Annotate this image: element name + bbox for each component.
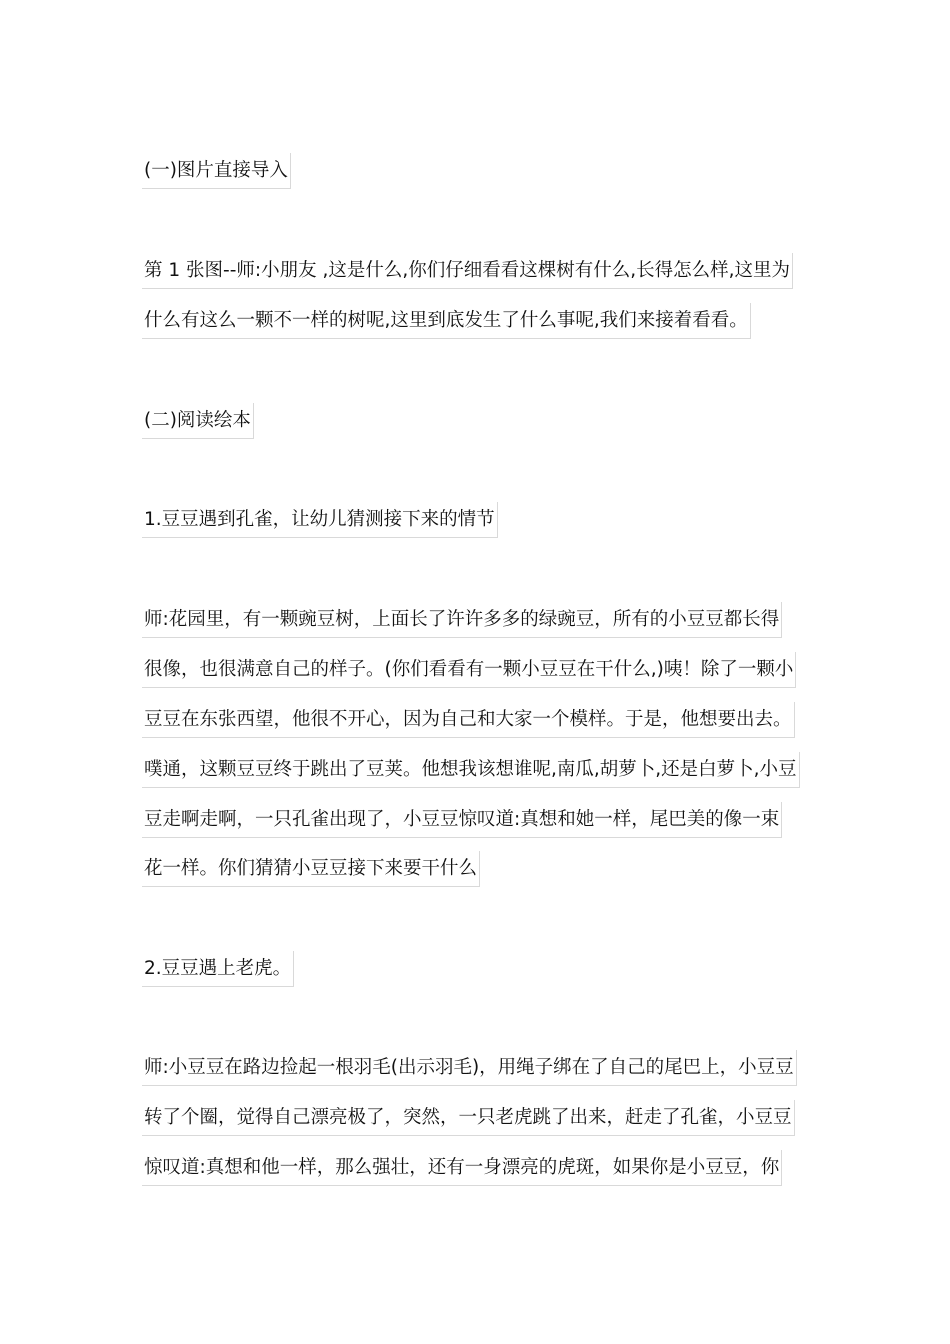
paragraph-line: 噗通，这颗豆豆终于跳出了豆荚。他想我该想谁呢,南瓜,胡萝卜,还是白萝卜,小豆: [142, 752, 800, 788]
section-heading-reading: (二)阅读绘本: [142, 403, 254, 439]
section-heading-picture-intro: (一)图片直接导入: [142, 153, 291, 189]
paragraph-line: 花一样。你们猜猜小豆豆接下来要干什么: [142, 851, 480, 887]
paragraph-line: 第 1 张图--师:小朋友 ,这是什么,你们仔细看看这棵树有什么,长得怎么样,这里为: [142, 253, 793, 289]
subheading-tiger: 2.豆豆遇上老虎。: [142, 951, 294, 987]
paragraph-line: 豆走啊走啊，一只孔雀出现了，小豆豆惊叹道:真想和她一样，尾巴美的像一束: [142, 802, 782, 838]
subheading-peacock: 1.豆豆遇到孔雀，让幼儿猜测接下来的情节: [142, 502, 498, 538]
paragraph-line: 师:花园里，有一颗豌豆树，上面长了许许多多的绿豌豆，所有的小豆豆都长得: [142, 602, 782, 638]
paragraph-line: 师:小豆豆在路边捡起一根羽毛(出示羽毛)，用绳子绑在了自己的尾巴上，小豆豆: [142, 1050, 797, 1086]
paragraph-line: 豆豆在东张西望，他很不开心，因为自己和大家一个模样。于是，他想要出去。: [142, 702, 795, 738]
paragraph-line: 转了个圈，觉得自己漂亮极了，突然，一只老虎跳了出来，赶走了孔雀，小豆豆: [142, 1100, 795, 1136]
paragraph-line: 惊叹道:真想和他一样，那么强壮，还有一身漂亮的虎斑，如果你是小豆豆，你: [142, 1150, 782, 1186]
paragraph-line: 很像，也很满意自己的样子。(你们看看有一颗小豆豆在干什么,)咦！除了一颗小: [142, 652, 796, 688]
paragraph-line: 什么有这么一颗不一样的树呢,这里到底发生了什么事呢,我们来接着看看。: [142, 303, 751, 339]
